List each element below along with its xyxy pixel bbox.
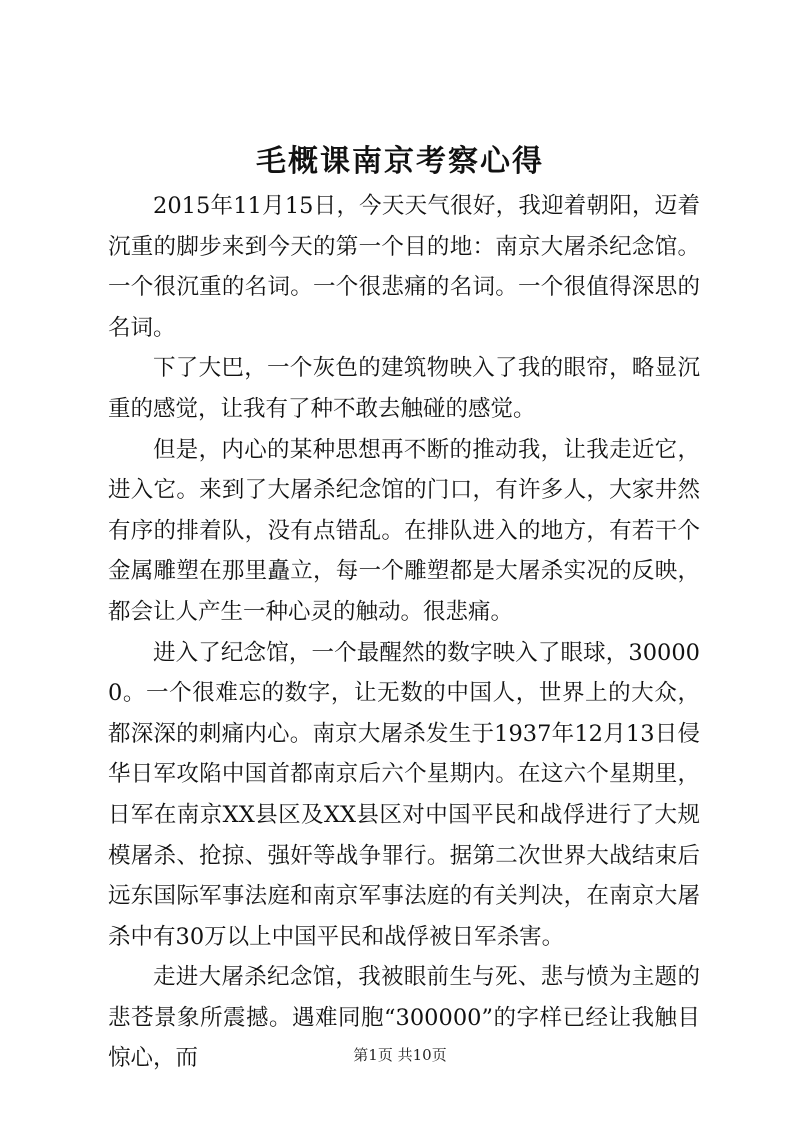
page-footer: 第1页 共10页 bbox=[353, 1046, 447, 1064]
paragraph: 走进大屠杀纪念馆，我被眼前生与死、悲与愤为主题的悲苍景象所震撼。遇难同胞“300000”的字样已经让我触目惊心，而 bbox=[108, 964, 700, 1072]
paragraph: 进入了纪念馆，一个最醒然的数字映入了眼球，300000。一个很难忘的数字，让无数的中国人，世界上的大众，都深深的刺痛内心。南京大屠杀发生于1937年12月13日侵华日军攻陷中国首都南京后六个星期内。在这六个星期里，日军在南京XX县区及XX县区对中国平民和战俘进行了大规模屠杀、抢掠、强奸等战争罪行。据第二次世界大战结束后远东国际军事法庭和南京军事法庭的有关判决，在南京大屠杀中有30万以上中国平民和战俘被日军杀害。 bbox=[108, 639, 700, 950]
document-title: 毛概课南京考察心得 bbox=[256, 144, 544, 179]
document-body bbox=[108, 186, 700, 1079]
paragraph: 但是，内心的某种思想再不断的推动我，让我走近它，进入它。来到了大屠杀纪念馆的门口，有许多人，大家井然有序的排着队，没有点错乱。在排队进入的地方，有若干个金属雕塑在那里矗立，每一个雕塑都是大屠杀实况的反映，都会让人产生一种心灵的触动。很悲痛。 bbox=[108, 436, 700, 625]
paragraph: 下了大巴，一个灰色的建筑物映入了我的眼帘，略显沉重的感觉，让我有了种不敢去触碰的感觉。 bbox=[108, 355, 700, 422]
paragraph: 2015年11月15日，今天天气很好，我迎着朝阳，迈着沉重的脚步来到今天的第一个目的地：南京大屠杀纪念馆。一个很沉重的名词。一个很悲痛的名词。一个很值得深思的名词。 bbox=[108, 193, 700, 341]
